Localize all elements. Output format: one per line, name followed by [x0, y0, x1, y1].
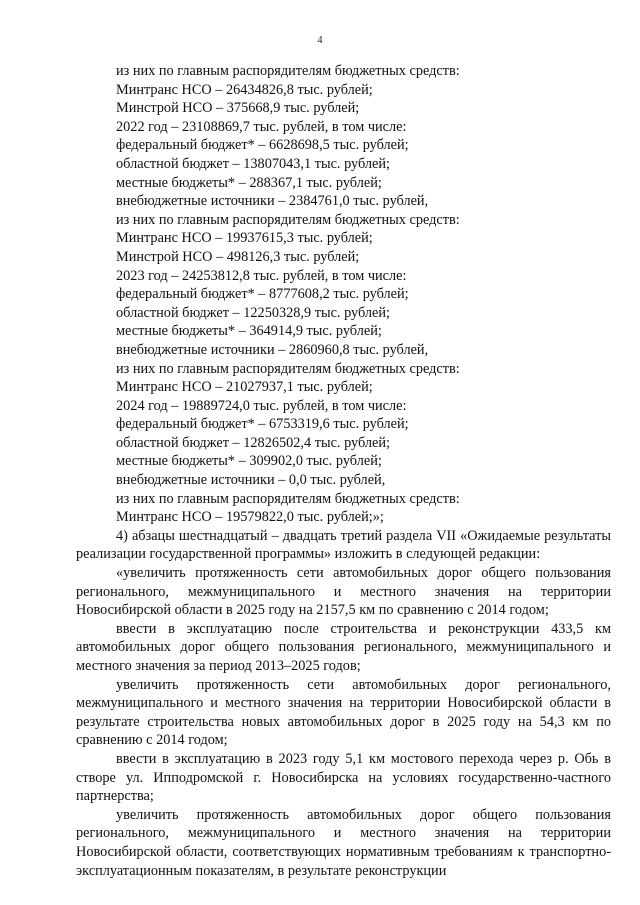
paragraph: увеличить протяженность автомобильных дорог общего пользования регионального, межмуниципального и местного значения на территории Новосибирской области, соответствующих нормативным требованиям к транспортно-эксплуатационным показателям, в результате реконструкции — [76, 806, 611, 879]
list-line: из них по главным распорядителям бюджетных средств: — [116, 360, 460, 377]
list-line: областной бюджет – 12826502,4 тыс. рублей; — [116, 434, 391, 451]
list-line: из них по главным распорядителям бюджетных средств: — [116, 211, 460, 228]
list-line: Минстрой НСО – 375668,9 тыс. рублей; — [116, 100, 360, 117]
list-line: федеральный бюджет* – 6628698,5 тыс. рублей; — [116, 137, 409, 154]
paragraph: увеличить протяженность сети автомобильных дорог регионального, межмуниципального и местного значения на территории Новосибирской области в результате строительства новых автомобильных дорог в 2025 году на 54,3 км по сравнению с 2014 годом; — [76, 676, 611, 749]
list-line: Минтранс НСО – 26434826,8 тыс. рублей; — [116, 81, 373, 98]
list-line: областной бюджет – 13807043,1 тыс. рублей; — [116, 155, 391, 172]
list-line: Минтранс НСО – 21027937,1 тыс. рублей; — [116, 379, 373, 396]
list-line: федеральный бюджет* – 8777608,2 тыс. рублей; — [116, 286, 409, 303]
list-line: Минтранс НСО – 19579822,0 тыс. рублей;»; — [116, 509, 384, 526]
list-line: Минстрой НСО – 498126,3 тыс. рублей; — [116, 248, 360, 265]
list-line: 2023 год – 24253812,8 тыс. рублей, в том числе: — [116, 267, 407, 284]
list-line: внебюджетные источники – 2384761,0 тыс. рублей, — [116, 193, 429, 210]
list-line: местные бюджеты* – 288367,1 тыс. рублей; — [116, 174, 382, 191]
paragraph: ввести в эксплуатацию после строительства и реконструкции 433,5 км автомобильных дорог общего пользования регионального, межмуниципального и местного значения за период 2013–2025 годов; — [76, 620, 611, 674]
budget-list — [76, 62, 611, 527]
list-line: из них по главным распорядителям бюджетных средств: — [116, 490, 460, 507]
list-line: внебюджетные источники – 2860960,8 тыс. рублей, — [116, 341, 429, 358]
list-line: 2022 год – 23108869,7 тыс. рублей, в том числе: — [116, 118, 407, 135]
list-line: местные бюджеты* – 309902,0 тыс. рублей; — [116, 453, 382, 470]
paragraph: ввести в эксплуатацию в 2023 году 5,1 км мостового перехода через р. Обь в створе ул. Ипподромской г. Новосибирска на условиях государственно-частного партнерства; — [76, 750, 611, 805]
paragraph: 4) абзацы шестнадцатый – двадцать третий раздела VII «Ожидаемые результаты реализации государственной программы» изложить в следующей редакции: — [76, 527, 611, 563]
document-body — [76, 62, 611, 880]
list-line: из них по главным распорядителям бюджетных средств: — [116, 63, 460, 79]
list-line: федеральный бюджет* – 6753319,6 тыс. рублей; — [116, 416, 409, 433]
amendment-paragraphs — [76, 527, 611, 880]
list-line: Минтранс НСО – 19937615,3 тыс. рублей; — [116, 230, 373, 247]
list-line: 2024 год – 19889724,0 тыс. рублей, в том числе: — [116, 397, 407, 414]
list-line: местные бюджеты* – 364914,9 тыс. рублей; — [116, 323, 382, 340]
list-line: областной бюджет – 12250328,9 тыс. рублей; — [116, 304, 391, 321]
page-number: 4 — [317, 35, 323, 46]
list-line: внебюджетные источники – 0,0 тыс. рублей, — [116, 472, 386, 489]
paragraph: «увеличить протяженность сети автомобильных дорог общего пользования регионального, межмуниципального и местного значения на территории Новосибирской области в 2025 году на 2157,5 км по сравнению с 2014 годом; — [76, 565, 611, 619]
